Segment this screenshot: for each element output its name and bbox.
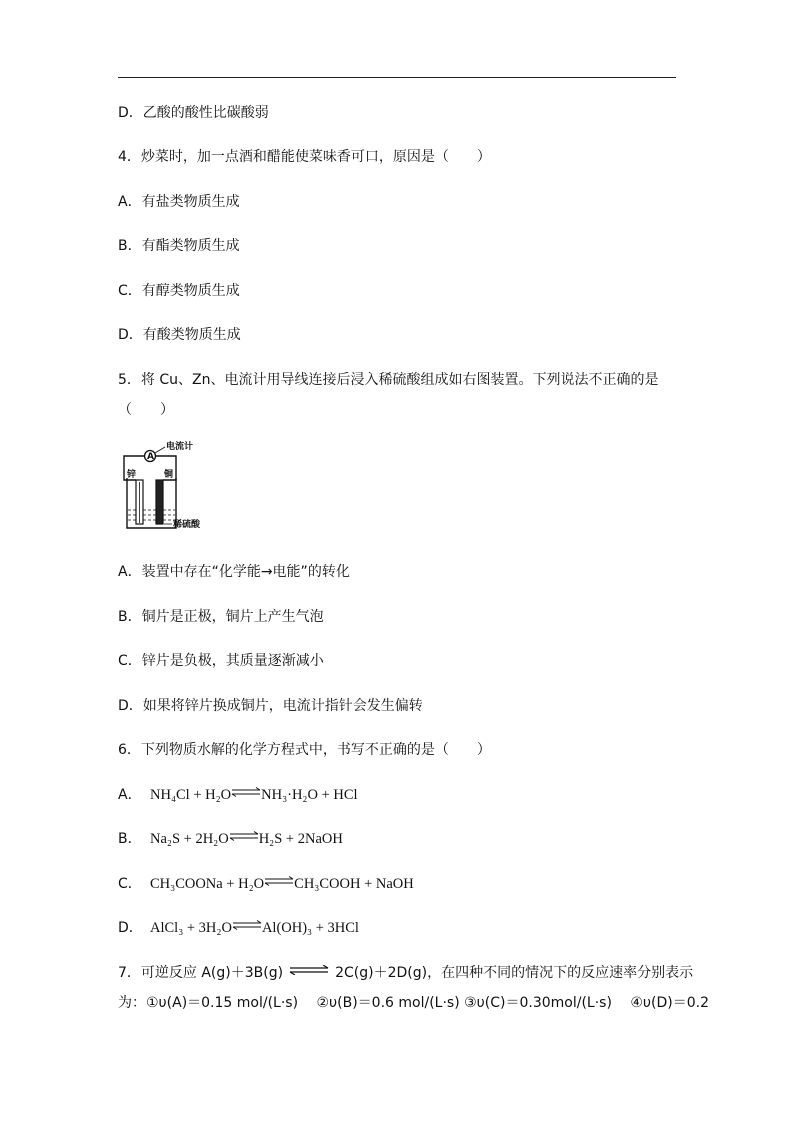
q5-option-c: C．锌片是负极，其质量逐渐减小 [118,653,324,669]
ammeter-label: 电流计 [166,442,194,452]
q6-option-b [118,830,343,848]
q7-stem-suffix: 2C(g)＋2D(g)，在四种不同的情况下的反应速率分别表示 [335,965,694,981]
solution-level [128,510,175,520]
q4-option-d: D．有酸类物质生成 [118,327,241,343]
beaker [127,478,176,528]
ammeter-symbol: A [147,452,154,462]
q4-option-a: A．有盐类物质生成 [118,194,240,210]
q6-option-c [118,875,414,893]
galvanic-cell-figure [118,438,208,534]
q6-option-c-label: C． [118,876,142,892]
copper-electrode [156,480,163,524]
copper-label: 铜 [164,470,174,480]
q5-option-b: B．铜片是正极，铜片上产生气泡 [118,609,324,625]
header-rule [118,77,676,78]
q7-rates-line: 为：①υ(A)＝0.15 mol/(L·s) ②υ(B)＝0.6 mol/(L·s) ③υ(C)＝0.30mol/(L·s) ④υ(D)＝0.2 [118,995,709,1011]
equilibrium-arrow-icon [264,876,294,886]
q6-option-a-label: A． [118,787,142,803]
q6-option-b-lhs: Na₂S + 2H₂O [150,831,229,847]
q6-option-c-rhs: CH₃COOH + NaOH [294,876,414,892]
q6-option-d [118,919,359,937]
q6-option-b-label: B． [118,831,142,847]
solution-label: 稀硫酸 [173,520,201,530]
equilibrium-arrow-icon [229,831,259,841]
q4-option-b: B．有酯类物质生成 [118,238,240,254]
q6-option-a [118,786,358,804]
q5-option-d: D．如果将锌片换成铜片，电流计指针会发生偏转 [118,698,423,714]
q4-option-c: C．有醇类物质生成 [118,283,240,299]
equilibrium-arrow-icon [232,920,262,930]
q6-option-d-rhs: Al(OH)₃ + 3HCl [261,920,359,936]
q6-option-d-label: D． [118,920,143,936]
q6-option-a-lhs: NH₄Cl + H₂O [150,787,232,803]
q6-option-b-rhs: H₂S + 2NaOH [258,831,343,847]
q7-stem [118,964,693,982]
equilibrium-arrow-icon [231,787,261,797]
q6-option-a-rhs: NH₃·H₂O + HCl [261,787,358,803]
q6-option-d-lhs: AlCl₃ + 3H₂O [150,920,232,936]
q5-stem-line1: 5．将 Cu、Zn、电流计用导线连接后浸入稀硫酸组成如右图装置。下列说法不正确的是 [118,372,659,388]
q7-stem-prefix: 7．可逆反应 A(g)＋3B(g) [118,965,284,981]
zinc-label: 锌 [127,470,137,480]
q6-option-c-lhs: CH₃COONa + H₂O [150,876,265,892]
q5-option-a: A．装置中存在“化学能→电能”的转化 [118,564,350,580]
reversible-arrow-icon [289,965,329,975]
q5-stem-line2: （ ） [118,402,174,418]
q3-option-d: D．乙酸的酸性比碳酸弱 [118,105,269,121]
q4-stem: 4．炒菜时，加一点酒和醋能使菜味香可口，原因是（ ） [118,149,491,165]
q6-stem: 6．下列物质水解的化学方程式中，书写不正确的是（ ） [118,742,491,758]
